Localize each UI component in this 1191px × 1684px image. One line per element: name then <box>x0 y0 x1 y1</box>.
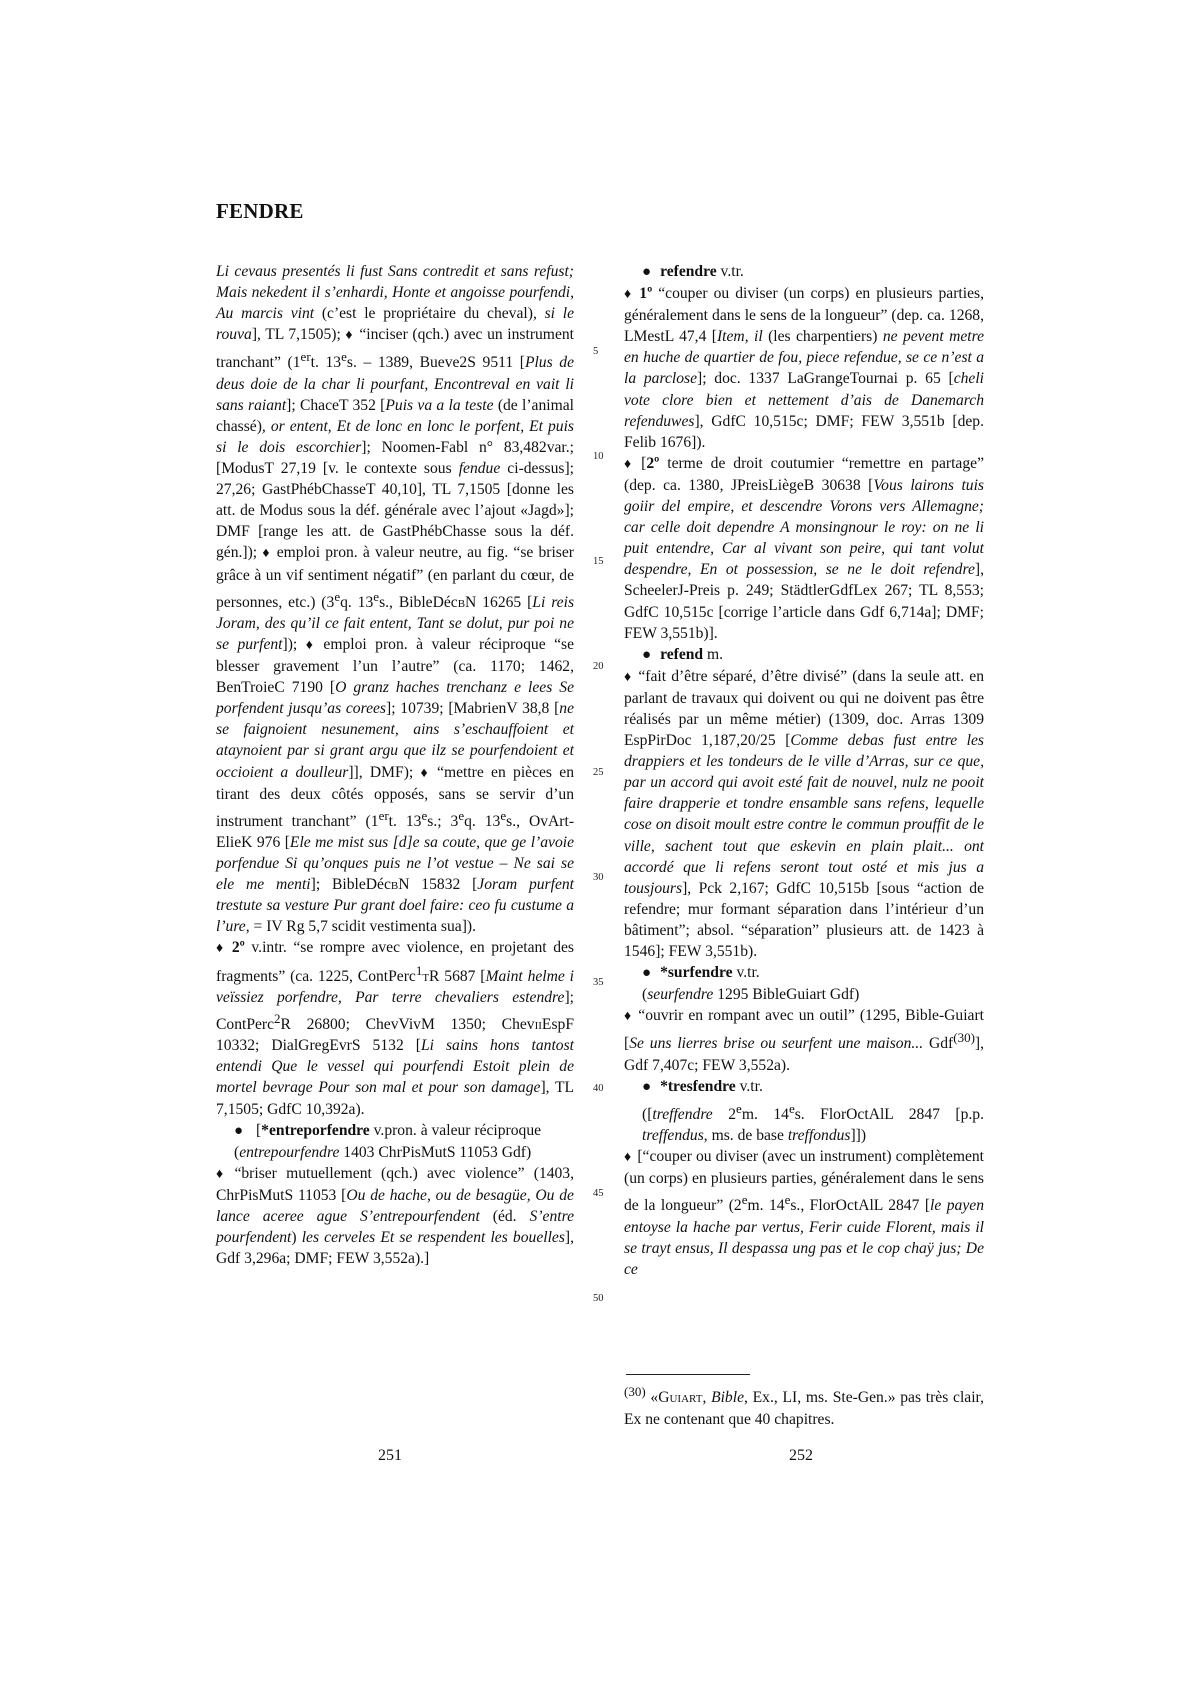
left-column <box>216 261 574 1269</box>
sense-1: ♦ 1º “couper ou diviser (un corps) en plusieurs parties, généralement dans le sens de la longueur” (dep. ca. 1268, LMestL 47,4 [Item, il (les charpentiers) ne pevent metre en huche de quartier de fou, piece refendue, se ce n’est a la parclose]; doc. 1337 LaGrangeTournai p. 65 [cheli vote clore bien et nettement d’ais de Danemarch refenduwes], GdfC 10,515c; DMF; FEW 3,551b [dep. Felib 1676]). <box>624 285 984 451</box>
diamond-icon: ♦ <box>345 328 354 344</box>
line-number: 45 <box>593 1188 604 1199</box>
form-line: (entrepourfendre 1403 ChrPisMutS 11053 Gdf) <box>234 1143 532 1161</box>
right-column <box>624 261 984 1280</box>
bullet-icon: ● <box>642 965 652 982</box>
bullet-icon: ● <box>642 646 652 663</box>
entry-refendre: ● refendre v.tr. <box>642 263 744 280</box>
footnote-divider <box>626 1374 750 1375</box>
definition: ♦ “fait d’être séparé, d’être divisé” (dans la seule att. en parlant de travaux qui doivent ou qui ne doivent pas être réalisés par un même métier) (1309, doc. Arras 1309 EspPirDoc 1,187,20/25 [Comme debas fust entre les drappiers et les tondeurs de le ville d’Arras, sur ce que, par un accord qui avoit esté fait de nouvel, nulz ne pooit faire drapperie et tondre ensamble sans refens, lequelle cose on disoit moult estre contre le commun prouffit de le ville, sachent tout que eskevin en plain plait... ont accordé que li refens seront tout osté et mis jus a tousjours], Pck 2,167; GdfC 10,515b [sous “action de refendre; mur formant séparation dans l’intérieur d’un bâtiment”; absol. “séparation” plusieurs att. de 1423 à 1546]; FEW 3,551b). <box>624 667 985 960</box>
headword: *surfendre <box>660 964 733 982</box>
entry-surfendre: ● *surfendre v.tr. <box>642 964 760 982</box>
line-number: 20 <box>593 661 604 672</box>
form-line: ([treffendre 2em. 14es. FlorOctAlL 2847 [p.p. treffendus, ms. de base treffondus]]) <box>642 1100 984 1145</box>
bullet-icon: ● <box>234 1122 244 1139</box>
diamond-icon: ♦ <box>216 941 226 957</box>
sense-2: ♦ 2º v.intr. “se rompre avec violence, en projetant des fragments” (ca. 1225, ContPerc$^1$tR 5687 [Maint helme i veïssiez porfendre, Par terre chevaliers estendre]; ContPerc$^2$R 26800; ChevVivM 1350; CheviiEspF 10332; DialGregEvrS 5132 [Li sains hons tantost entendi Que le vessel qui pourfendi Estoit plein de mortel bevrage Pour son mal et pour son damage], TL 7,1505; GdfC 10,392a). <box>216 939 575 1118</box>
line-number: 25 <box>593 767 604 778</box>
line-number: 15 <box>593 556 604 567</box>
line-number: 40 <box>593 1083 604 1094</box>
bullet-icon: ● <box>642 264 652 280</box>
headword: *tresfendre <box>660 1077 736 1095</box>
definition: ♦ “ouvrir en rompant avec un outil” (1295, Bible-Guiart [Se uns lierres brise ou seurfent une maison... Gdf$^{(30)}$], Gdf 7,407c; FEW 3,552a). <box>624 1007 984 1074</box>
diamond-icon: ♦ <box>624 1150 632 1166</box>
line-number: 5 <box>593 346 599 357</box>
diamond-icon: ♦ <box>624 669 633 685</box>
page-number-left: 251 <box>378 1447 402 1464</box>
definition: ♦ [“couper ou diviser (avec un instrument) complètement (un corps) en plusieurs parties, généralement dans le sens de la longueur” (2em. 14es., FlorOctAlL 2847 [le payen entoyse la hache par vertus, Ferir cuide Florent, mais il se trayt ensus, Il despassa ung pas et le cop chaÿ jus; De ce <box>624 1148 984 1278</box>
line-number: 30 <box>593 872 604 883</box>
sense-2: ♦ [2º terme de droit coutumier “remettre en partage” (dep. ca. 1380, JPreisLiègeB 30638 [Vous lairons tuis goiir del empire, et descendre Vorons vers Allemagne; car celle doit dependre A monsingnour le roy: on ne li puit entendre, Car al vivant son peire, qui tant volut despendre, En ot possession, se ne le doit refendre], ScheelerJ-Preis p. 249; StädtlerGdfLex 267; TL 8,553; GdfC 10,515c [corrige l’article dans Gdf 6,714a]; DMF; FEW 3,551b)]. <box>624 454 984 642</box>
diamond-icon: ♦ <box>624 287 634 303</box>
headword: refend <box>660 645 704 663</box>
page-title: FENDRE <box>216 199 304 223</box>
diamond-icon: ♦ <box>216 1166 229 1182</box>
line-number: 35 <box>593 977 604 988</box>
entry-tresfendre: ● *tresfendre v.tr. <box>642 1077 763 1095</box>
diamond-icon: ♦ <box>624 1009 633 1025</box>
line-number: 50 <box>593 1293 604 1304</box>
footnote-ref[interactable]: (30) <box>953 1030 975 1046</box>
entry-refend: ● refend m. <box>642 645 724 663</box>
diamond-icon: ♦ <box>305 637 318 653</box>
headword: refendre <box>660 263 717 280</box>
diamond-icon: ♦ <box>420 765 432 781</box>
entry-entreporfendre: ● [*entreporfendre v.pron. à valeur réciproque <box>234 1121 542 1139</box>
bullet-icon: ● <box>642 1078 652 1095</box>
footnote: $^{(30)}$ «Guiart, Bible, Ex., LI, ms. Ste-Gen.» pas très clair, Ex ne contenant que 40 chapitres. <box>624 1384 984 1429</box>
line-number: 10 <box>593 451 604 462</box>
page-number-right: 252 <box>789 1447 813 1464</box>
form-line: (seurfendre 1295 BibleGuiart Gdf) <box>642 986 860 1004</box>
paragraph: Li cevaus presentés li fust Sans contredit et sans refust; Mais nekedent il s’enhardi, Honte et angoisse pourfendi, Au marcis vint (c’est le propriétaire du cheval), si le rouva], TL 7,1505); ♦ “inciser (qch.) avec un instrument tranchant” (1ert. 13es. – 1389, Bueve2S 9511 [Plus de deus doie de la char li pourfant, Encontreval en vait li sans raiant]; ChaceT 352 [Puis va a la teste (de l’animal chassé), or entent, Et de lonc en lonc le porfent, Et puis si le dois escorchier]; Noomen-Fabl n° 83,482var.; [ModusT 27,19 [v. le contexte sous fendue ci-dessus]; 27,26; GastPhébChasseT 40,10], TL 7,1505 [donne les att. de Modus sous la déf. générale avec l’ajout «Jagd»]; DMF [range les att. de GastPhébChasse sous la déf. gén.]); ♦ emploi pron. à valeur neutre, au fig. “se briser grâce à un vif sentiment négatif” (en parlant du cœur, de personnes, etc.) (3eq. 13es., BibleDécbN 16265 [Li reis Joram, des qu’il ce fait entent, Tant se dolut, pur poi ne se purfent]); ♦ emploi pron. à valeur réciproque “se blesser gravement l’un l’autre” (ca. 1170; 1462, BenTroieC 7190 [O granz haches trenchanz e lees Se porfendent jusqu’as corees]; 10739; [MabrienV 38,8 [ne se faignoient nesunement, ains s’eschauffoient et ataynoient par si grant argu que ilz se pourfendoient et occioient a doulleur]], DMF); ♦ “mettre en pièces en tirant des deux côtés opposés, sans se servir d’un instrument tranchant” (1ert. 13es.; 3eq. 13es., OvArt-ElieK 976 [Ele me mist sus [d]e sa coute, que ge l’avoie porfendue Si qu’onques puis ne l’ot vestue – Ne sai se ele me menti]; BibleDécbN 15832 [Joram purfent trestute sa vesture Pur grant doel faire: ceo fu custume a l’ure, = IV Rg 5,7 scidit vestimenta sua]). <box>216 263 575 936</box>
diamond-icon: ♦ <box>262 546 271 562</box>
definition: ♦ “briser mutuellement (qch.) avec violence” (1403, ChrPisMutS 11053 [Ou de hache, ou de besagüe, Ou de lance aceree ague S’entrepourfendent (éd. S’entre pourfendent) les cerveles Et se respendent les bouelles], Gdf 3,296a; DMF; FEW 3,552a).] <box>216 1164 574 1268</box>
diamond-icon: ♦ <box>624 456 636 472</box>
headword: *entreporfendre <box>261 1121 370 1139</box>
